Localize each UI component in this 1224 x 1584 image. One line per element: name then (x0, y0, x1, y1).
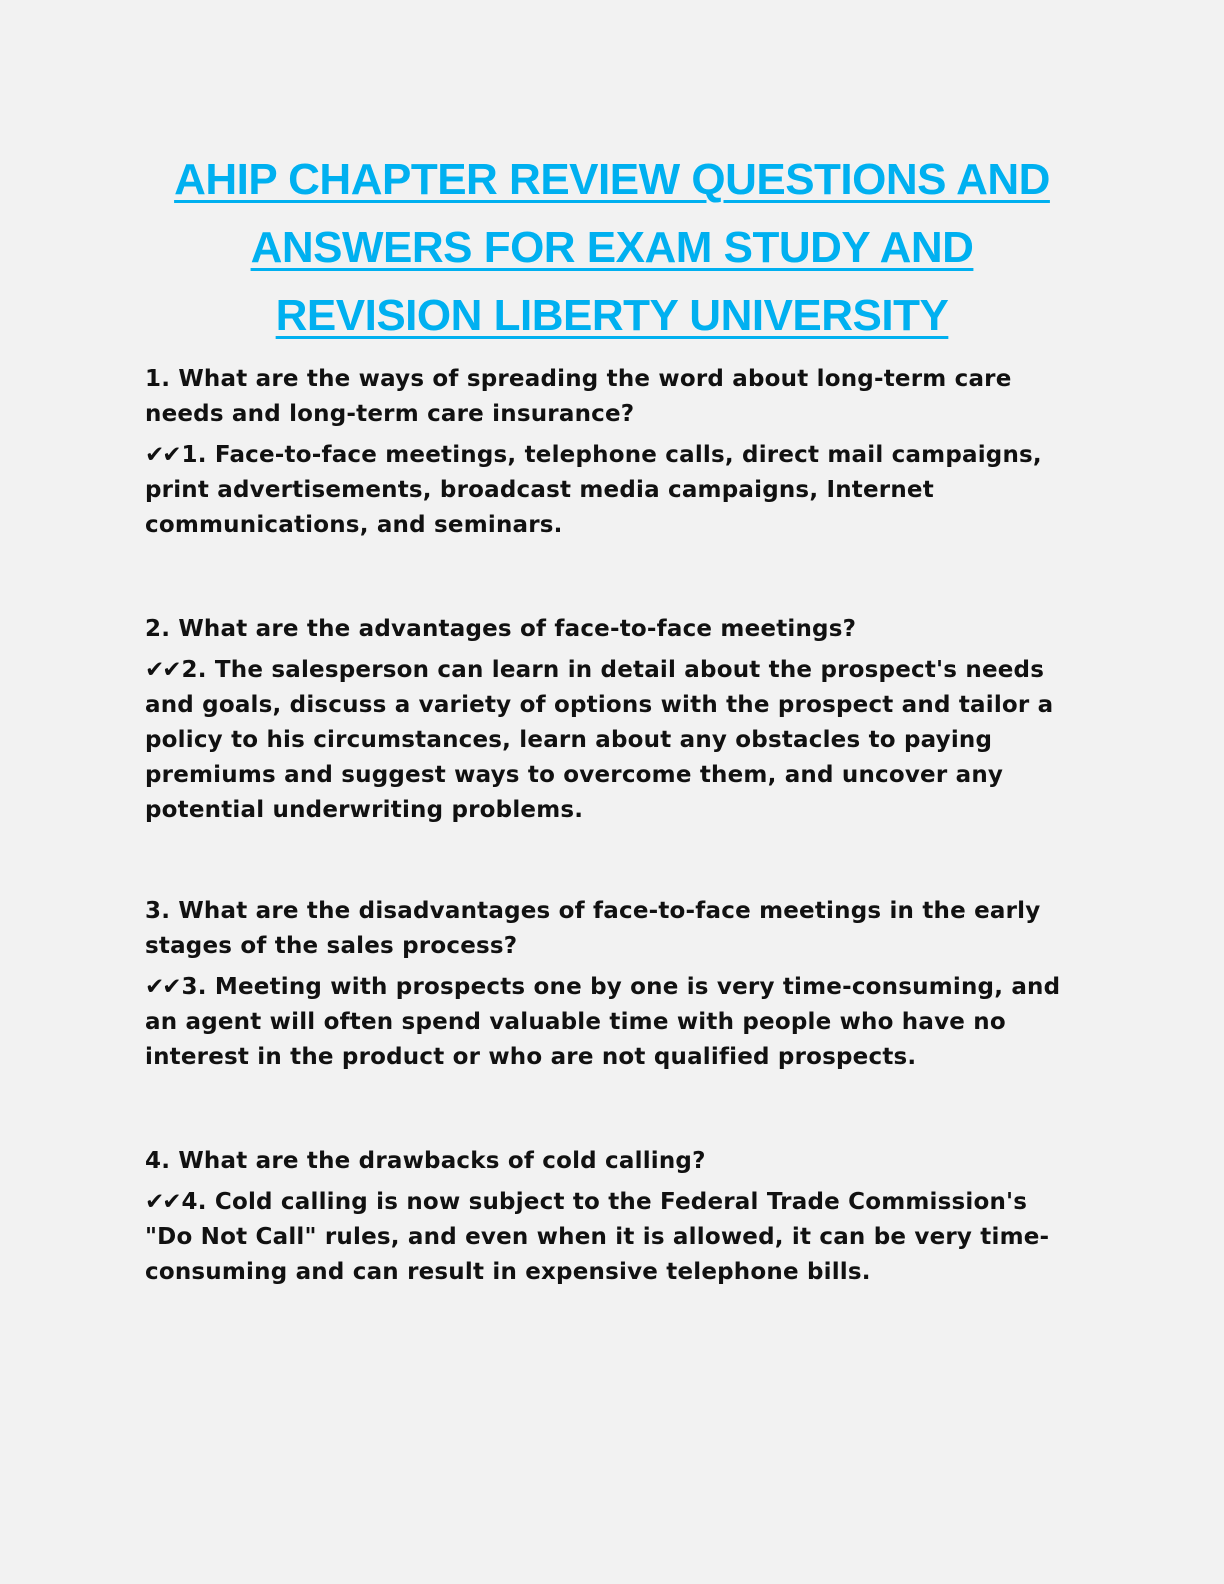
answer-1-text: 1. Face-to-face meetings, telephone calls, direct mail campaigns, print advertisements, broadcast media campaigns, Internet communications, and seminars. (145, 442, 1042, 538)
title-line (120, 214, 1104, 282)
qa-item-4 (145, 1144, 1075, 1290)
answer-2 (145, 653, 1075, 828)
answer-3 (145, 970, 1075, 1075)
double-check-icon: ✔✔ (145, 974, 180, 1000)
answer-2-text: 2. The salesperson can learn in detail about the prospect's needs and goals, discuss a variety of options with the prospect and tailor a policy to his circumstances, learn about any obstacles to paying premiums and suggest ways to overcome them, and uncover any potential underwriting problems. (145, 657, 1054, 823)
title-line-text: REVISION LIBERTY UNIVERSITY (275, 291, 949, 340)
question-3: 3. What are the disadvantages of face-to-face meetings in the early stages of the sales process? (145, 898, 1041, 959)
qa-item-1 (145, 362, 1075, 543)
title-line (120, 146, 1104, 214)
answer-1 (145, 438, 1075, 543)
answer-4-text: 4. Cold calling is now subject to the Federal Trade Commission's "Do Not Call" rules, and even when it is allowed, it can be very time-consuming and can result in expensive telephone bills. (145, 1189, 1050, 1285)
double-check-icon: ✔✔ (145, 657, 180, 683)
qa-item-2 (145, 612, 1075, 828)
title-line-text: ANSWERS FOR EXAM STUDY AND (250, 223, 974, 272)
double-check-icon: ✔✔ (145, 1189, 180, 1215)
title-line (120, 282, 1104, 350)
question-4: 4. What are the drawbacks of cold calling? (145, 1148, 706, 1174)
question-2: 2. What are the advantages of face-to-face meetings? (145, 616, 857, 642)
double-check-icon: ✔✔ (145, 442, 180, 468)
document-title (120, 146, 1104, 350)
qa-item-3 (145, 894, 1075, 1075)
question-1: 1. What are the ways of spreading the word about long-term care needs and long-term care insurance? (145, 366, 1012, 427)
answer-4 (145, 1185, 1075, 1290)
answer-3-text: 3. Meeting with prospects one by one is very time-consuming, and an agent will often spend valuable time with people who have no interest in the product or who are not qualified prospects. (145, 974, 1061, 1070)
title-line-text: AHIP CHAPTER REVIEW QUESTIONS AND (174, 155, 1050, 204)
